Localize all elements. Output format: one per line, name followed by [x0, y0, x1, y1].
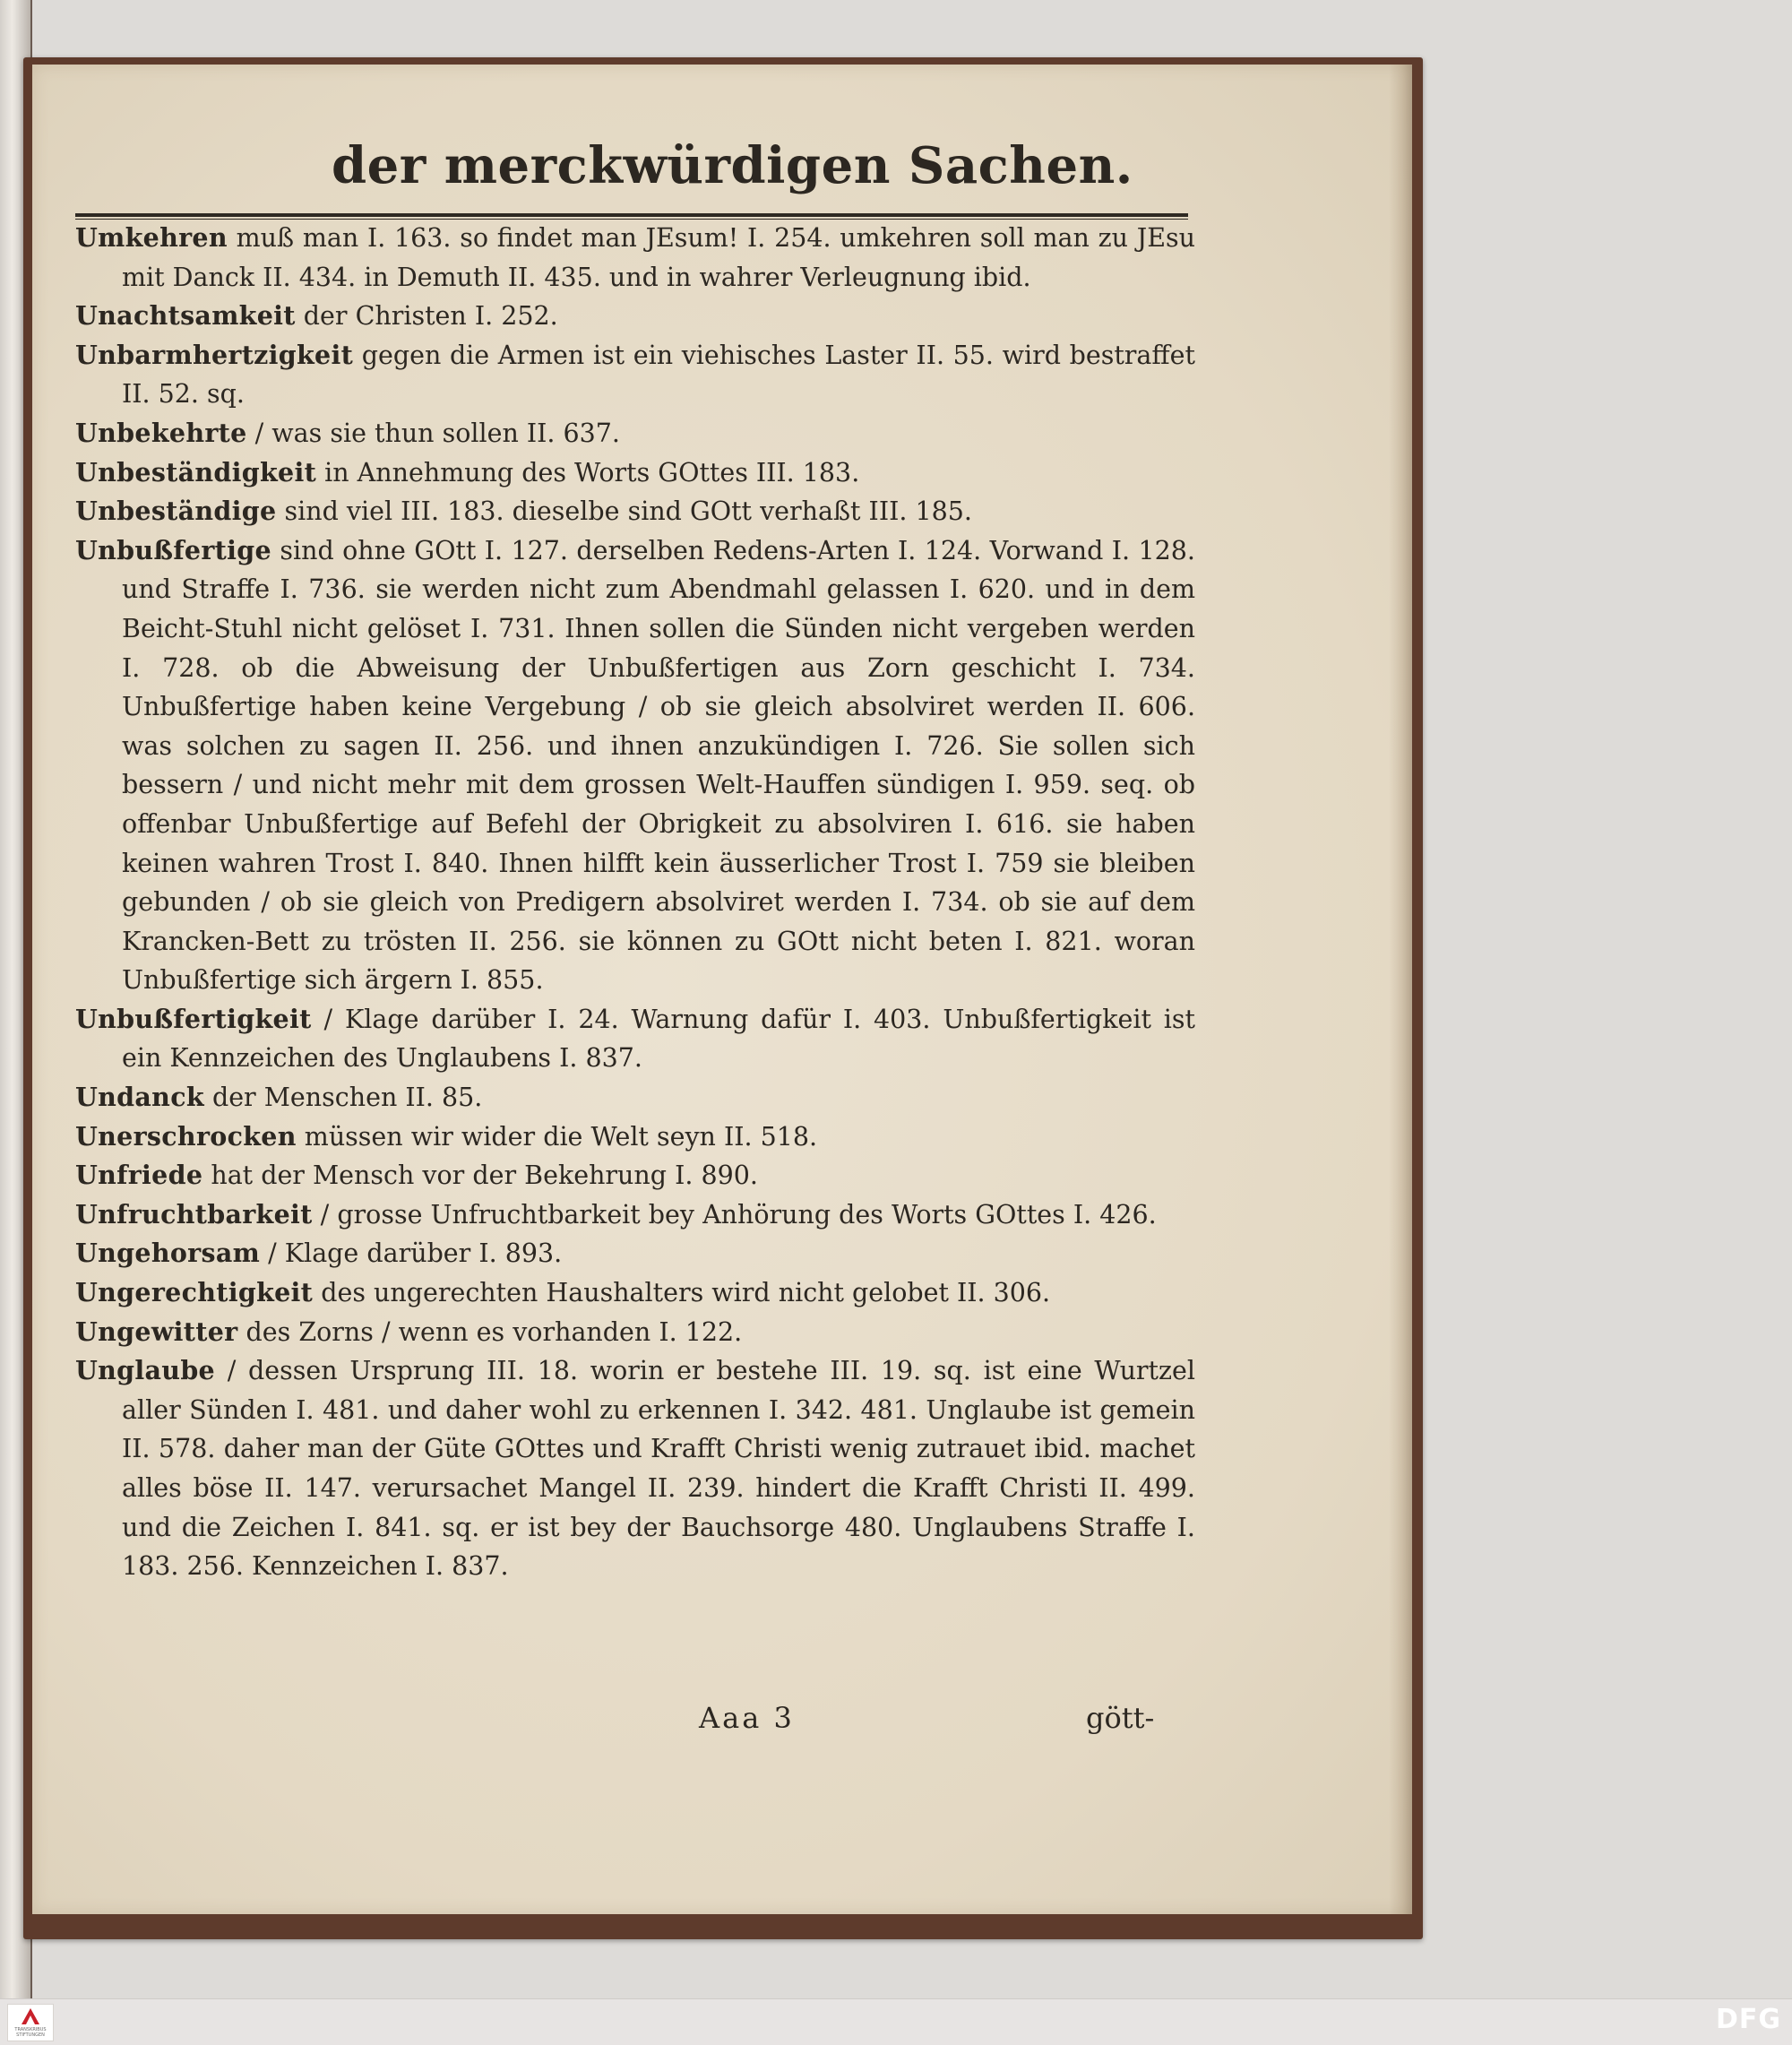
page-gutter-shadow — [1389, 65, 1412, 1914]
logo-text: TRANSKRIBUS STIFTUNGEN — [14, 2027, 47, 2038]
entry-text: müssen wir wider die Welt seyn II. 518. — [296, 1121, 818, 1152]
entry-text: muß man I. 163. so findet man JEsum! I. 254. umkehren soll man zu JEsu mit Danck II. 434. in Demuth II. 435. und in wahrer Verleugnung ibid. — [122, 223, 1195, 292]
entry-lemma: Unfruchtbarkeit — [75, 1198, 313, 1230]
index-entries — [75, 219, 1195, 1586]
entry-text: / Klage darüber I. 24. Warnung dafür I. 403. Unbußfertigkeit ist ein Kennzeichen des Unglaubens I. 837. — [122, 1004, 1195, 1074]
entry-lemma: Ungehorsam — [75, 1238, 261, 1269]
index-entry — [75, 414, 1195, 453]
entry-lemma: Unerschrocken — [75, 1120, 297, 1152]
index-entry — [75, 1117, 1195, 1157]
entry-lemma: Unbußfertige — [75, 534, 271, 565]
logo-icon — [22, 2008, 39, 2024]
index-entry — [75, 1313, 1195, 1352]
index-entry — [75, 531, 1195, 1000]
entry-text: / Klage darüber I. 893. — [260, 1238, 563, 1269]
entry-lemma: Unglaube — [75, 1355, 215, 1386]
entry-text: / was sie thun sollen II. 637. — [246, 418, 620, 448]
entry-text: gegen die Armen ist ein viehisches Laster II. 55. wird bestraffet II. 52. sq. — [122, 340, 1195, 410]
entry-lemma: Umkehren — [75, 222, 228, 253]
index-entry — [75, 1156, 1195, 1195]
entry-text: des ungerechten Haushalters wird nicht gelobet II. 306. — [313, 1278, 1051, 1308]
entry-text: / dessen Ursprung III. 18. worin er bestehe III. 19. sq. ist eine Wurtzel aller Sünden I. 481. und daher wohl zu erkennen I. 342. 481. Unglaube ist gemein II. 578. daher man der Güte GOttes und Krafft Christi wenig zutrauet ibid. machet alles böse II. 147. verursachet Mangel II. 239. hindert die Krafft Christi II. 499. und die Zeichen I. 841. sq. er ist bey der Bauchsorge 480. Unglaubens Straffe I. 183. 256. Kennzeichen I. 837. — [122, 1356, 1195, 1582]
entry-text: hat der Mensch vor der Bekehrung I. 890. — [202, 1161, 758, 1191]
index-entry — [75, 336, 1195, 414]
entry-lemma: Unbußfertigkeit — [75, 1003, 312, 1034]
entry-text: des Zorns / wenn es vorhanden I. 122. — [237, 1316, 743, 1347]
entry-lemma: Unbarmhertzigkeit — [75, 339, 354, 370]
index-entry — [75, 453, 1195, 493]
viewer-footer-bar — [0, 1998, 1792, 2045]
entry-lemma: Unbekehrte — [75, 417, 247, 448]
signature-mark: Aaa 3 — [699, 1701, 795, 1735]
entry-text: in Annehmung des Worts GOttes III. 183. — [316, 457, 860, 488]
entry-text: / grosse Unfruchtbarkeit bey Anhörung des Worts GOttes I. 426. — [312, 1199, 1157, 1230]
index-entry — [75, 1273, 1195, 1313]
entry-lemma: Unachtsamkeit — [75, 300, 296, 332]
entry-text: sind viel III. 183. dieselbe sind GOtt verhaßt III. 185. — [276, 496, 972, 527]
index-entry — [75, 219, 1195, 297]
entry-lemma: Unbeständigkeit — [75, 456, 317, 488]
entry-text: der Christen I. 252. — [295, 301, 558, 332]
index-entry — [75, 1351, 1195, 1586]
index-entry — [75, 492, 1195, 531]
provider-logo[interactable] — [7, 2004, 54, 2041]
index-entry — [75, 1195, 1195, 1235]
index-entry — [75, 1078, 1195, 1117]
index-entry — [75, 297, 1195, 336]
index-entry — [75, 1000, 1195, 1078]
entry-lemma: Ungerechtigkeit — [75, 1277, 314, 1308]
entry-text: der Menschen II. 85. — [203, 1083, 483, 1113]
catchword: gött- — [1086, 1701, 1155, 1735]
index-entry — [75, 1234, 1195, 1273]
entry-text: sind ohne GOtt I. 127. derselben Redens-Arten I. 124. Vorwand I. 128. und Straffe I. 736. sie werden nicht zum Abendmahl gelassen I. 620. und in dem Beicht-Stuhl nicht gelöset I. 731. Ihnen sollen die Sünden nicht vergeben werden I. 728. ob die Abweisung der Unbußfertigen aus Zorn geschicht I. 734. Unbußfertige haben keine Vergebung / ob sie gleich absolviret werden II. 606. was solchen zu sagen II. 256. und ihnen anzukündigen I. 726. Sie sollen sich bessern / und nicht mehr mit dem grossen Welt-Hauffen sündigen I. 959. seq. ob offenbar Unbußfertige auf Befehl der Obrigkeit zu absolviren I. 616. sie haben keinen wahren Trost I. 840. Ihnen hilfft kein äusserlicher Trost I. 759 sie bleiben gebunden / ob sie gleich von Predigern absolviret werden I. 734. ob sie auf dem Krancken-Bett zu trösten II. 256. sie können zu GOtt nicht beten I. 821. woran Unbußfertige sich ärgern I. 855. — [122, 535, 1195, 996]
entry-lemma: Ungewitter — [75, 1316, 238, 1347]
entry-lemma: Undanck — [75, 1082, 204, 1113]
entry-lemma: Unfriede — [75, 1160, 203, 1191]
entry-lemma: Unbeständige — [75, 496, 277, 527]
running-head: der merckwürdigen Sachen. — [332, 136, 1133, 195]
dfg-logo[interactable]: DFG — [1715, 2004, 1781, 2035]
book-page — [32, 65, 1412, 1914]
